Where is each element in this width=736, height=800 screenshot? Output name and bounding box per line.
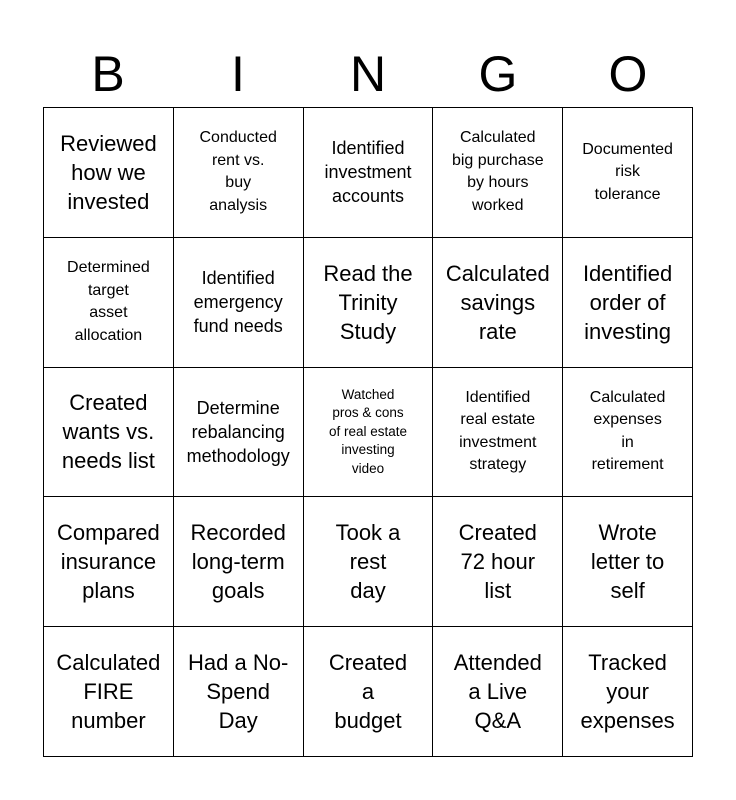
bingo-cell[interactable]	[563, 368, 693, 498]
bingo-cell-label: Reviewed how we invested	[60, 130, 157, 214]
bingo-cell-label: Conducted rent vs. buy analysis	[199, 129, 277, 214]
bingo-board	[43, 107, 693, 757]
bingo-cell[interactable]	[44, 627, 174, 757]
bingo-cell[interactable]	[304, 238, 434, 368]
bingo-cell[interactable]	[174, 368, 304, 498]
bingo-cell-label: Calculated FIRE number	[56, 650, 161, 734]
bingo-cell[interactable]	[174, 108, 304, 238]
bingo-cell-label: Recorded long-term goals	[190, 520, 286, 604]
bingo-cell-label: Wrote letter to self	[590, 520, 665, 604]
bingo-cell[interactable]	[563, 497, 693, 627]
bingo-cell-label: Calculated expenses in retirement	[589, 388, 666, 474]
bingo-cell-label: Identified order of investing	[582, 260, 673, 344]
bingo-cell-label: Watched pros & cons of real estate investing video	[328, 386, 408, 476]
header-letter-o: O	[608, 46, 648, 102]
bingo-cell-label: Determine rebalancing methodology	[186, 397, 290, 466]
bingo-cell-label: Took a rest day	[335, 520, 401, 604]
header-letter-b: B	[91, 46, 125, 102]
bingo-cell-label: Tracked your expenses	[580, 650, 675, 734]
bingo-cell[interactable]	[304, 627, 434, 757]
bingo-cell[interactable]	[174, 627, 304, 757]
bingo-cell-label: Identified emergency fund needs	[193, 268, 283, 337]
bingo-cell[interactable]	[174, 497, 304, 627]
header-letter-g: G	[478, 46, 518, 102]
bingo-cell[interactable]	[433, 108, 563, 238]
bingo-cell-label: Calculated savings rate	[445, 260, 550, 344]
bingo-cell[interactable]	[44, 108, 174, 238]
bingo-cell[interactable]	[433, 627, 563, 757]
bingo-cell[interactable]	[433, 497, 563, 627]
bingo-cell-label: Created wants vs. needs list	[61, 390, 155, 474]
header-letter-n: N	[349, 46, 387, 102]
bingo-cell-label: Had a No- Spend Day	[188, 650, 289, 734]
bingo-cell-label: Created 72 hour list	[458, 520, 537, 604]
bingo-cell-label: Identified investment accounts	[324, 138, 412, 207]
bingo-cell-label: Calculated big purchase by hours worked	[451, 129, 544, 214]
bingo-cell[interactable]	[433, 368, 563, 498]
bingo-cell-label: Identified real estate investment strategy	[459, 388, 537, 474]
bingo-cell-label: Determined target asset allocation	[67, 259, 150, 344]
bingo-header	[43, 40, 693, 108]
header-letter-i: I	[231, 46, 245, 102]
bingo-cell-label: Created a budget	[328, 650, 408, 734]
bingo-cell[interactable]	[563, 627, 693, 757]
bingo-cell[interactable]	[433, 238, 563, 368]
bingo-cell[interactable]	[44, 497, 174, 627]
bingo-cell[interactable]	[44, 238, 174, 368]
bingo-cell[interactable]	[563, 238, 693, 368]
bingo-cell-label: Read the Trinity Study	[323, 260, 413, 344]
bingo-cell[interactable]	[563, 108, 693, 238]
bingo-cell[interactable]	[304, 108, 434, 238]
bingo-cell[interactable]	[304, 497, 434, 627]
bingo-cell-label: Documented risk tolerance	[582, 140, 673, 203]
bingo-cell-label: Attended a Live Q&A	[453, 650, 542, 734]
bingo-cell[interactable]	[44, 368, 174, 498]
bingo-cell-label: Compared insurance plans	[57, 520, 160, 604]
bingo-cell[interactable]	[174, 238, 304, 368]
bingo-cell[interactable]	[304, 368, 434, 498]
